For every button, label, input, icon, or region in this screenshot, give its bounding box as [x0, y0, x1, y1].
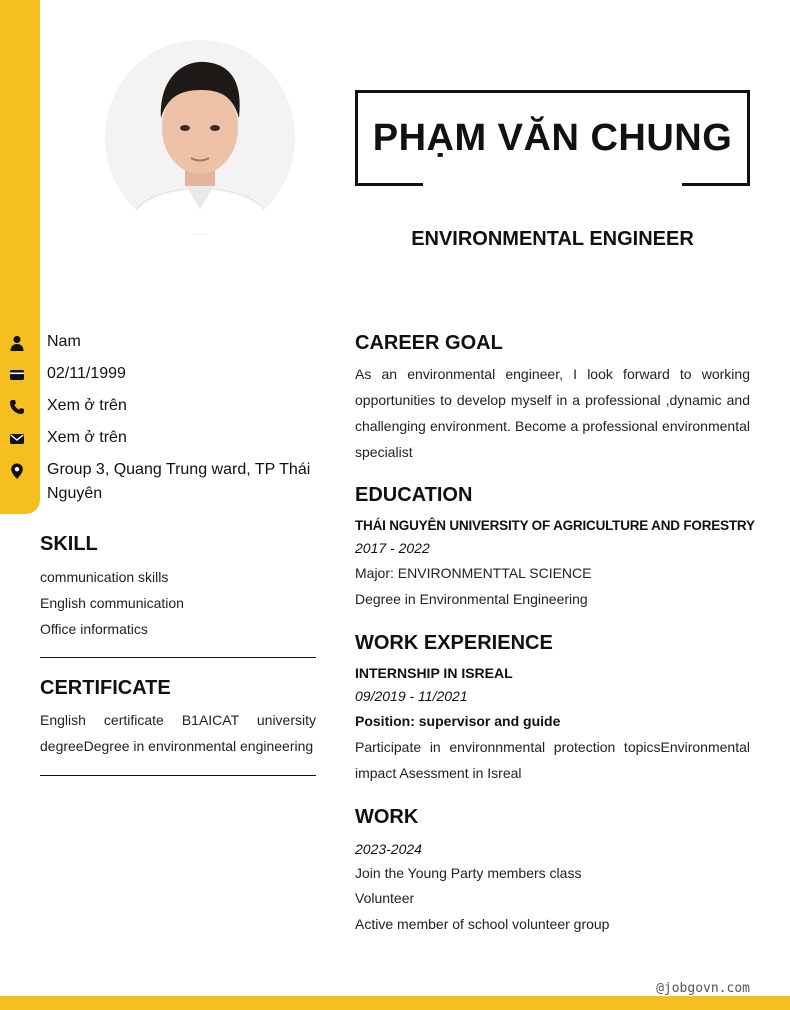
mail-icon	[9, 431, 25, 447]
work-item: Join the Young Party members class	[355, 865, 582, 881]
skill-divider	[40, 657, 316, 658]
work-experience-position: Position: supervisor and guide	[355, 713, 561, 729]
contact-birthday-text: 02/11/1999	[47, 365, 126, 382]
work-heading: WORK	[355, 806, 419, 828]
contact-phone-text: Xem ở trên	[47, 397, 127, 414]
skill-item: Office informatics	[40, 621, 148, 637]
contact-birthday	[0, 362, 320, 394]
certificate-text: English certificate B1AICAT university degreeDegree in environmental engineering	[40, 712, 316, 754]
frame-corner-right	[682, 183, 750, 186]
certificate-section	[40, 675, 316, 759]
work-section	[355, 804, 750, 937]
job-title: ENVIRONMENTAL ENGINEER	[411, 228, 694, 250]
education-school: THÁI NGUYÊN UNIVERSITY OF AGRICULTURE AND FORESTRY	[355, 518, 755, 533]
contact-phone	[0, 394, 320, 426]
watermark-text: @jobgovn.com	[656, 981, 750, 996]
skill-item: English communication	[40, 595, 184, 611]
education-heading: EDUCATION	[355, 484, 473, 506]
contact-address	[0, 458, 320, 506]
education-major: Major: ENVIRONMENTTAL SCIENCE	[355, 565, 592, 581]
frame-corner-left	[355, 183, 423, 186]
contact-gender-text: Nam	[47, 333, 81, 350]
career-goal-text: As an environmental engineer, I look forward to working opportunities to develop myself in a professional ,dynamic and challenging environment. Become a professional environmental specialist	[355, 366, 750, 460]
certificate-heading: CERTIFICATE	[40, 677, 171, 699]
certificate-divider	[40, 775, 316, 776]
skill-section	[40, 531, 316, 642]
career-goal-heading: CAREER GOAL	[355, 332, 503, 354]
education-degree: Degree in Environmental Engineering	[355, 591, 588, 607]
contact-email	[0, 426, 320, 458]
full-name: PHẠM VĂN CHUNG	[372, 117, 733, 159]
work-experience-period: 09/2019 - 11/2021	[355, 688, 468, 704]
work-item: Active member of school volunteer group	[355, 916, 610, 932]
contact-address-text: Group 3, Quang Trung ward, TP Thái Nguyên	[47, 461, 311, 502]
bottom-accent-bar	[0, 996, 790, 1010]
phone-icon	[9, 399, 25, 415]
career-goal-section	[355, 330, 750, 465]
location-icon	[9, 463, 25, 479]
work-experience-heading: WORK EXPERIENCE	[355, 632, 553, 654]
person-icon	[9, 335, 25, 351]
skill-item: communication skills	[40, 569, 169, 585]
work-experience-description: Participate in environnmental protection topicsEnvironmental impact Asessment in Isreal	[355, 739, 750, 781]
contact-email-text: Xem ở trên	[47, 429, 127, 446]
skill-heading: SKILL	[40, 533, 98, 555]
profile-photo	[105, 40, 295, 235]
contact-list	[0, 330, 320, 506]
education-period: 2017 - 2022	[355, 540, 430, 556]
work-experience-section	[355, 630, 750, 786]
contact-gender	[0, 330, 320, 362]
education-section	[355, 482, 755, 612]
work-item: Volunteer	[355, 890, 415, 906]
card-icon	[9, 367, 25, 383]
work-experience-company: INTERNSHIP IN ISREAL	[355, 665, 513, 681]
work-period: 2023-2024	[355, 841, 422, 857]
